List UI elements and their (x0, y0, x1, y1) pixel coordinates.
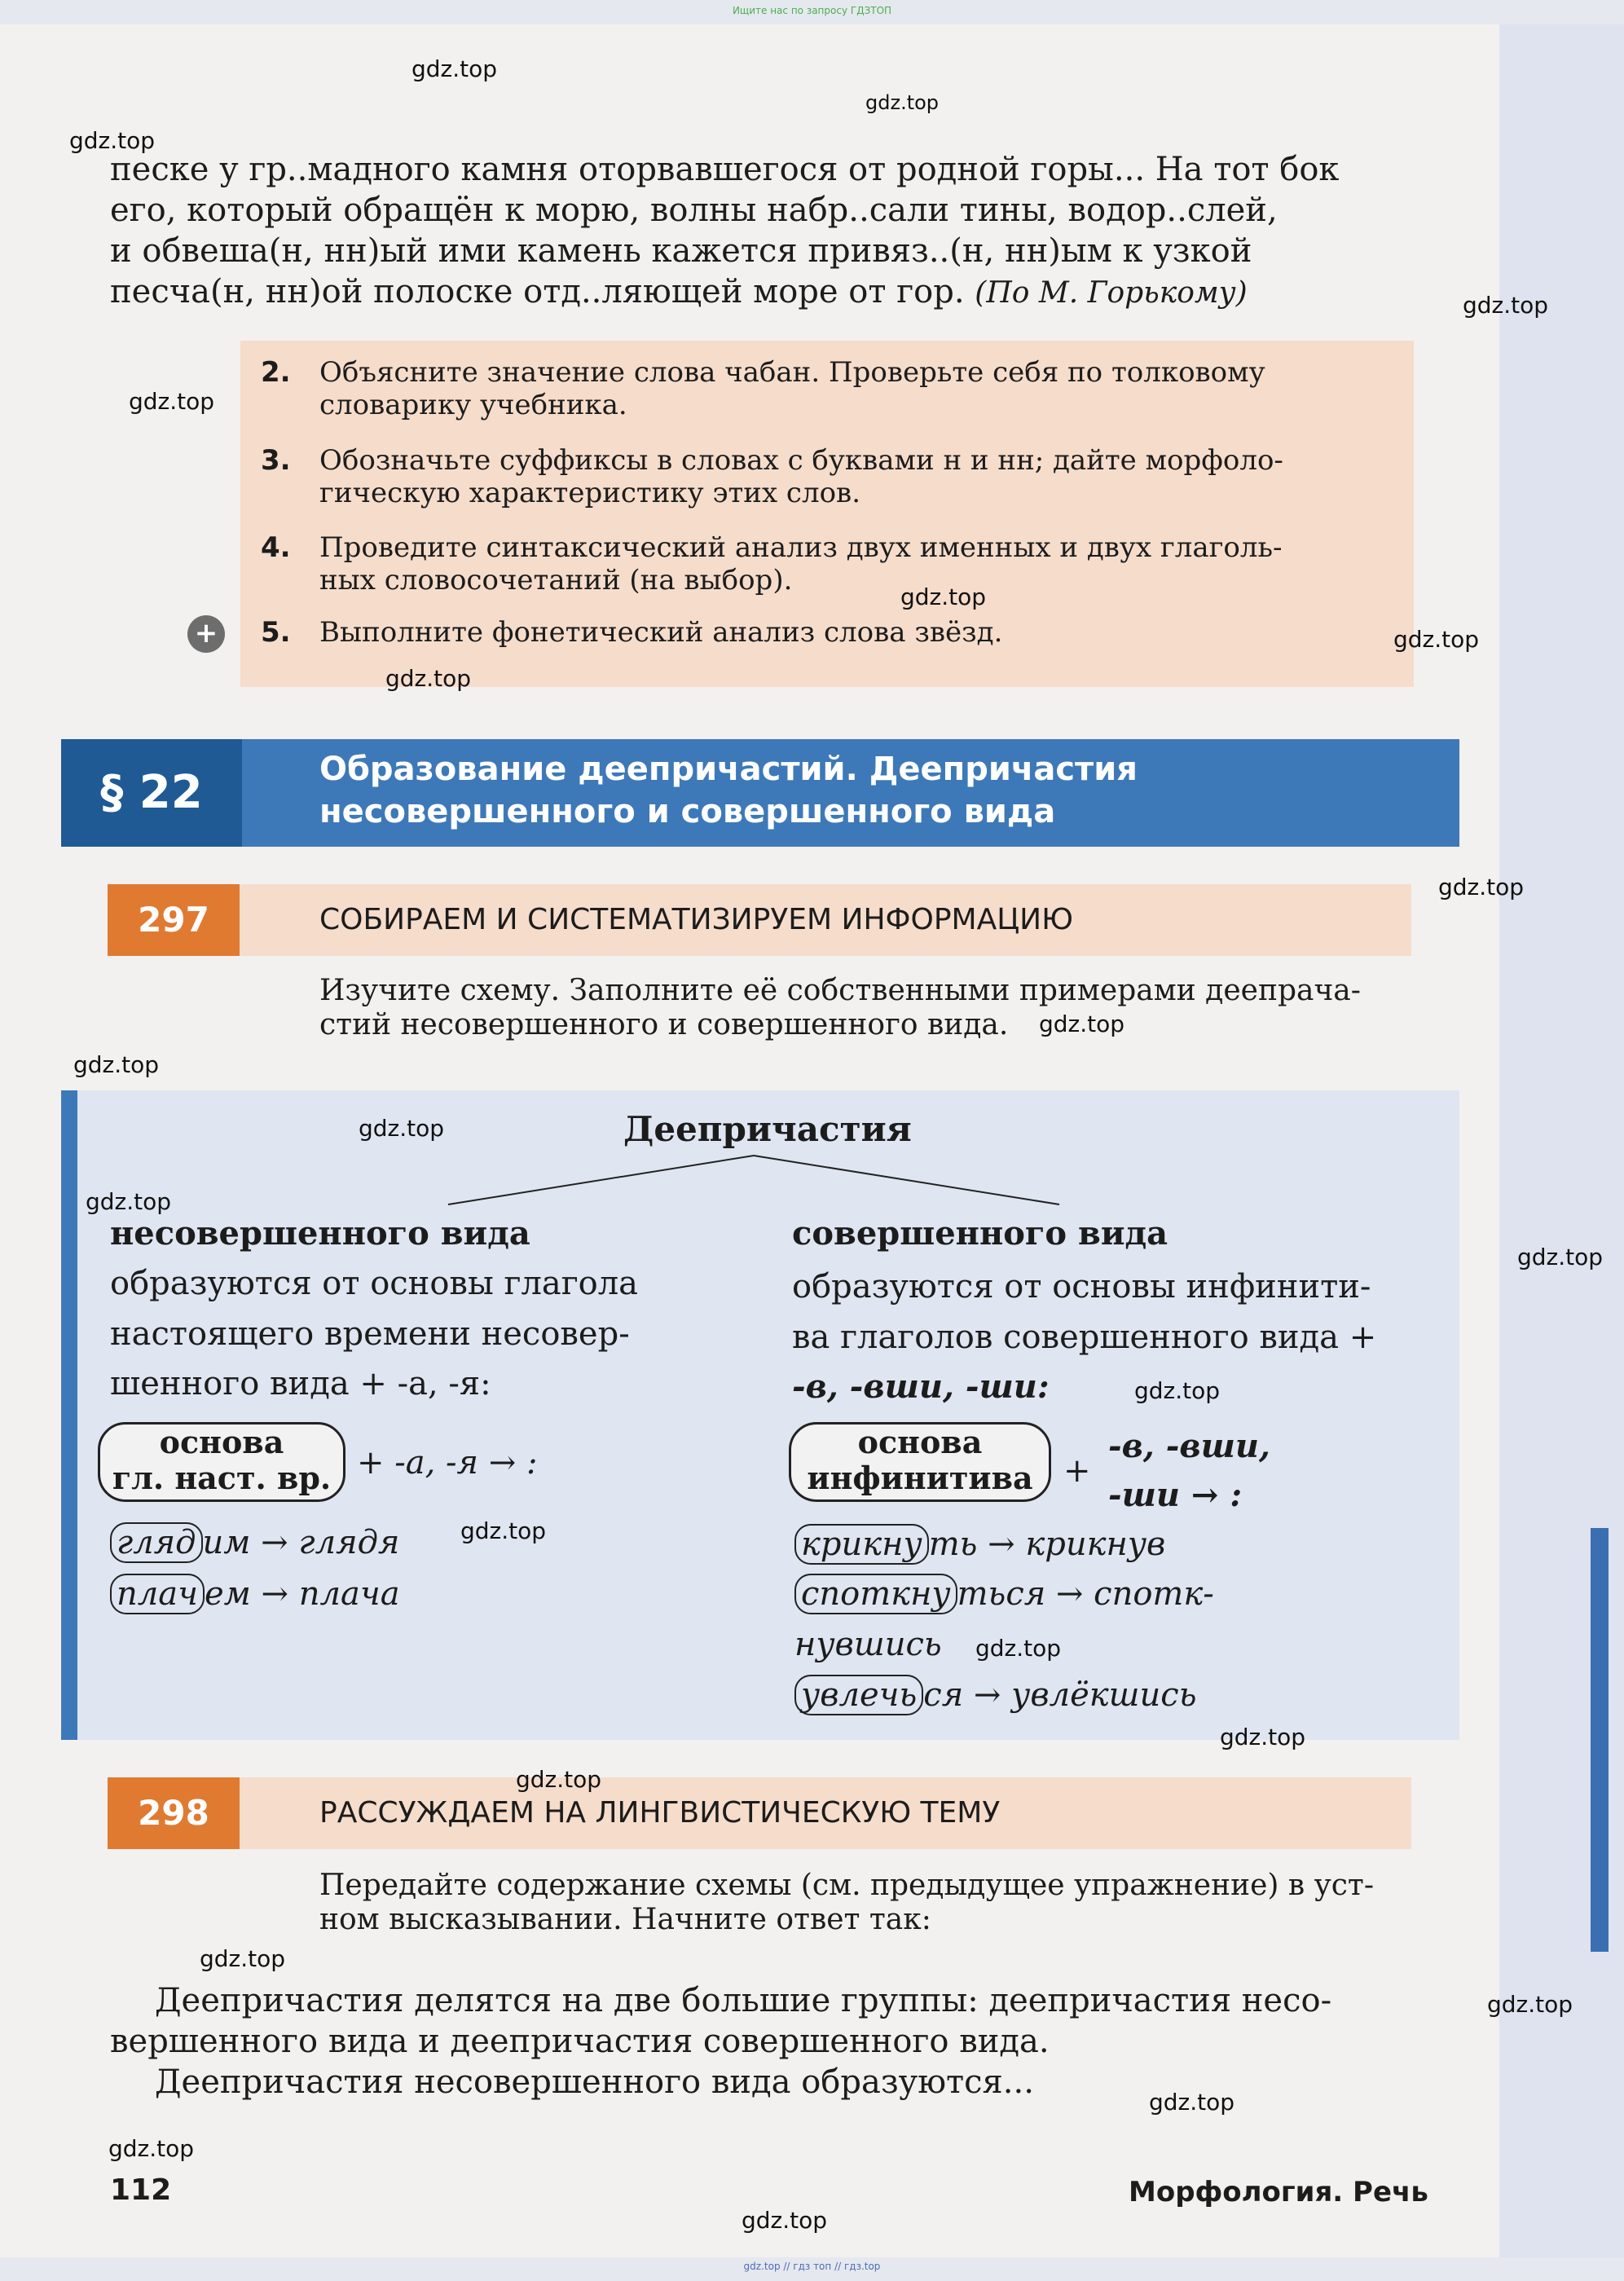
example-rest: ться → спотк- (957, 1575, 1214, 1613)
question-text: Проведите синтаксический анализ двух именных и двух глаголь- (319, 531, 1283, 564)
question-2 (261, 356, 1393, 421)
section-title-line: несовершенного и совершенного вида (319, 793, 1056, 830)
watermark: gdz.top (975, 1635, 1062, 1662)
left-formula: + -а, -я → : (357, 1444, 538, 1482)
right-formula-2: -ши → : (1108, 1476, 1243, 1514)
right-formula-1: -в, -вши, (1108, 1427, 1270, 1465)
example-rest: ся → увлёкшись (923, 1676, 1197, 1714)
watermark: gdz.top (742, 2207, 828, 2234)
root-box: споткну (794, 1574, 957, 1614)
question-number: 5. (261, 616, 291, 649)
scheme-title: Деепричастия (623, 1109, 912, 1149)
watermark: gdz.top (385, 665, 472, 692)
left-heading: несовершенного вида (110, 1214, 530, 1253)
question-4 (261, 531, 1393, 597)
running-footer: Морфология. Речь (1129, 2176, 1428, 2208)
watermark: gdz.top (865, 91, 940, 114)
root-box: плач (110, 1574, 205, 1614)
right-oval (789, 1422, 1051, 1502)
left-line-1: образуются от основы глагола (110, 1265, 639, 1302)
answer-line: Деепричастия несовершенного вида образуются... (155, 2063, 1034, 2101)
right-example-2 (794, 1571, 1214, 1617)
section-number: § 22 (61, 739, 242, 847)
watermark: gdz.top (1149, 2089, 1235, 2116)
intro-line-2: его, который обращён к морю, волны набр..сали тины, водор..слей, (110, 192, 1278, 229)
watermark: gdz.top (359, 1115, 445, 1142)
watermark: gdz.top (516, 1766, 602, 1793)
page-number: 112 (110, 2173, 172, 2207)
question-text: ных словосочетаний (на выбор). (319, 564, 793, 597)
right-line-1: образуются от основы инфинити- (792, 1268, 1371, 1306)
intro-line-4: песча(н, нн)ой полоске отд..ляющей море от гор. (По М. Горькому) (110, 273, 1248, 310)
scheme-branches (440, 1149, 1076, 1206)
oval-text: гл. наст. вр. (112, 1460, 332, 1496)
root-box: крикну (794, 1524, 929, 1565)
watermark: gdz.top (1438, 874, 1525, 901)
question-5 (261, 616, 1393, 649)
right-line-3: -в, -вши, -ши: (792, 1367, 1050, 1406)
bottom-note: gdz.top // гдз топ // гдз.top (743, 2261, 881, 2272)
exercise-298-number: 298 (108, 1777, 240, 1849)
watermark: gdz.top (86, 1188, 172, 1215)
plus-icon: + (187, 615, 225, 653)
task-line: Передайте содержание схемы (см. предыдущее упражнение) в уст- (319, 1869, 1375, 1902)
oval-text: инфинитива (807, 1460, 1033, 1496)
top-note: Ищите нас по запросу ГДЗТОП (732, 5, 892, 16)
intro-line-1: песке у гр..мадного камня оторвавшегося от родной горы... На тот бок (110, 151, 1340, 188)
watermark: gdz.top (460, 1517, 547, 1544)
exercise-298-answer (110, 1980, 1414, 2103)
question-number: 3. (261, 444, 291, 477)
right-plus: + (1063, 1452, 1091, 1490)
example-rest: им → глядя (202, 1524, 400, 1561)
watermark: gdz.top (1393, 626, 1480, 653)
watermark: gdz.top (129, 388, 215, 415)
task-line: Изучите схему. Заполните её собственными примерами деепрача- (319, 974, 1361, 1007)
question-text: словарику учебника. (319, 389, 627, 421)
question-number: 4. (261, 531, 291, 564)
exercise-297-title: СОБИРАЕМ И СИСТЕМАТИЗИРУЕМ ИНФОРМАЦИЮ (319, 903, 1073, 936)
watermark: gdz.top (1134, 1377, 1221, 1404)
left-example-2 (110, 1571, 400, 1617)
watermark: gdz.top (1517, 1244, 1604, 1270)
exercise-298-task (319, 1869, 1395, 1937)
watermark: gdz.top (108, 2135, 195, 2162)
right-heading: совершенного вида (792, 1214, 1168, 1253)
example-rest: ть → крикнув (928, 1526, 1166, 1563)
task-line: стий несовершенного и совершенного вида. (319, 1008, 1009, 1041)
scheme-accent-bar (61, 1090, 77, 1740)
watermark: gdz.top (1463, 292, 1549, 319)
right-example-1 (794, 1521, 1165, 1567)
answer-line: вершенного вида и деепричастия совершенного вида. (110, 2023, 1050, 2060)
page-edge-tab (1591, 1528, 1609, 1952)
right-example-3 (794, 1672, 1196, 1718)
left-example-1 (110, 1520, 399, 1565)
task-line: ном высказывании. Начните ответ так: (319, 1903, 931, 1936)
watermark: gdz.top (900, 583, 987, 610)
watermark: gdz.top (69, 127, 156, 154)
right-example-2-cont: нувшись (794, 1626, 942, 1663)
root-box: увлечь (794, 1675, 923, 1715)
exercise-297-task (319, 974, 1395, 1042)
example-rest: ем → плача (204, 1575, 400, 1613)
question-text: Выполните фонетический анализ слова звёзд. (319, 616, 1003, 649)
section-title-line: Образование деепричастий. Деепричастия (319, 751, 1138, 788)
question-text: Обозначьте суффиксы в словах с буквами н и нн; дайте морфоло- (319, 444, 1283, 477)
watermark: gdz.top (73, 1051, 160, 1078)
left-oval (98, 1422, 345, 1502)
right-line-2: ва глаголов совершенного вида + (792, 1319, 1377, 1356)
oval-text: основа (159, 1424, 284, 1460)
left-line-2: настоящего времени несовер- (110, 1315, 630, 1353)
question-3 (261, 444, 1393, 509)
watermark: gdz.top (412, 55, 498, 82)
intro-source: (По М. Горькому) (975, 276, 1248, 310)
section-title (319, 748, 1379, 833)
question-text: гическую характеристику этих слов. (319, 477, 860, 509)
exercise-297-number: 297 (108, 884, 240, 956)
watermark: gdz.top (200, 1945, 286, 1972)
left-line-3: шенного вида + -а, -я: (110, 1365, 491, 1403)
watermark: gdz.top (1220, 1724, 1306, 1750)
intro-line-3: и обвеша(н, нн)ый ими камень кажется привяз..(н, нн)ым к узкой (110, 232, 1252, 270)
exercise-298-title: РАССУЖДАЕМ НА ЛИНГВИСТИЧЕСКУЮ ТЕМУ (319, 1796, 1001, 1830)
question-number: 2. (261, 356, 291, 389)
answer-line: Деепричастия делятся на две большие группы: деепричастия несо- (155, 1982, 1332, 2019)
watermark: gdz.top (1487, 1991, 1573, 2018)
oval-text: основа (857, 1424, 983, 1460)
watermark: gdz.top (1039, 1011, 1125, 1037)
question-text: Объясните значение слова чабан. Проверьте себя по толковому (319, 356, 1265, 389)
root-box: гляд (110, 1522, 203, 1563)
